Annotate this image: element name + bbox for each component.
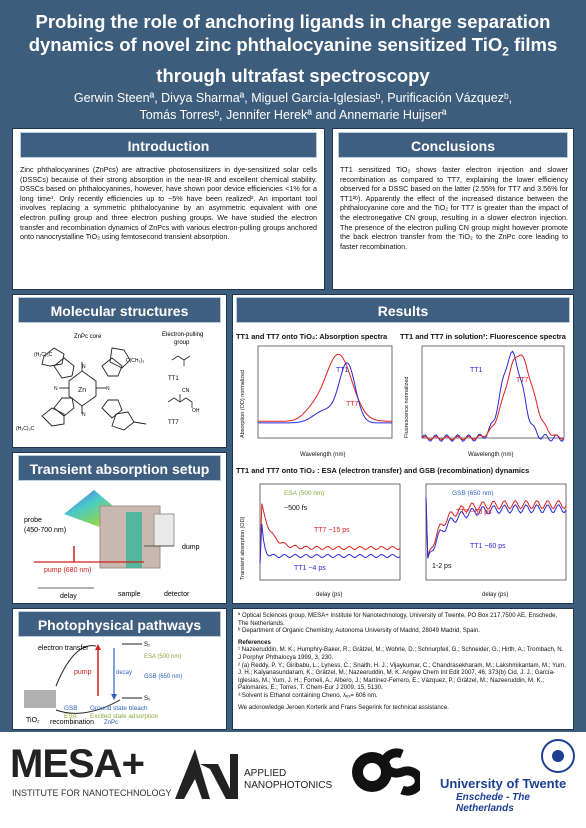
rec-label: recombination: [50, 719, 94, 726]
decay-label: decay: [116, 670, 133, 676]
molecular-figure: [14, 326, 225, 446]
ut-place: Enschede - The Netherlands: [456, 792, 530, 814]
gsb-level-label: GSB (650 nm): [144, 674, 183, 680]
esa-ylabel: Transient absorption (OD): [240, 516, 246, 580]
title-line-1: Probing the role of anchoring ligands in charge separation: [35, 11, 551, 32]
conclusions-text: TT1 sensitized TiO₂ shows faster electron injection and slower recombination as compared to TT7, explaining the lower efficiency observed for a DSSC based on the latter (2.55% for TT7 and 3.56% for TT1²ᵇ). Apparently the effect of the increased distance between the phthalocyanine core and the TiO₂ for TT7 is greater than the impact of the electronegative CN group, resulting in a slower electron injection. The presence of the electron pulling CN group might however promote the back electron transfer from the TiO₂ to the ZnPc core leading to faster recombination.: [340, 165, 568, 251]
svg-text:N: N: [82, 412, 86, 418]
detector-box: [154, 514, 174, 546]
results-header: Results: [236, 297, 570, 323]
absorption-chart: [236, 340, 398, 460]
zn-label: Zn: [78, 387, 87, 394]
ut-logo-icon: [540, 738, 576, 774]
abs-xlabel: Wavelength (nm): [300, 452, 346, 458]
fl-title: TT1 and TT7 in solution³: Fluorescence spectra: [400, 332, 566, 341]
molecular-header: Molecular structures: [18, 297, 221, 323]
ref-1: ¹ Nazeeruddin, M. K.; Humphry-Baker, R.; Grätzel, M.; Wohrle, D.; Schnurpfeil, G.; Schneider, G.; Hirth, A.; Trombach, N. J Porphyr Phthalocya 1999, 3, 230.: [238, 646, 564, 661]
sample-label: sample: [118, 591, 141, 598]
fluorescence-chart: [400, 340, 572, 460]
tbu-label-2: C(CH₃)₃: [126, 358, 145, 364]
ref-3: ³ Solvent is Ethanol containing Cheno, λₑₓ= 606 nm.: [238, 691, 378, 699]
svg-text:N: N: [82, 364, 86, 370]
abs-tt7-label: TT7: [346, 401, 359, 408]
photophysical-header: Photophysical pathways: [18, 611, 221, 637]
s0-label: S₀: [144, 696, 151, 702]
aff-a: ª Optical Sciences group, MESA+ Institute for Nanotechnology, University of Twente, PO Box 217,7500 AE, Enschede, The Netherlands.: [238, 612, 558, 627]
sample-film: [126, 512, 142, 568]
os-logo-icon: [350, 740, 420, 810]
introduction-text: Zinc phthalocyanines (ZnPcs) are attractive photosensitizers in dye-sensitized solar cells (DSSCs) because of their strong absorption in the near-IR and excellent chemical stability. DSSCs based on phthalocyanines, however, have shown poor device efficiencies <1% for a long time¹. Only recently efficiencies up to ~5% have been realized². An important tool involves replacing a symmetric phthalocyanine by an asymmetric equivalent with one electron pulling group and three electron pushing groups. We have studied the electron transfer and recombination dynamics of ZnPcs with various electron-pulling groups anchored onto nanocrystalline TiO₂ using femtosecond transient absorption.: [20, 165, 317, 242]
tt1-fl-line: [422, 351, 564, 441]
ut-name: University of Twente: [440, 776, 567, 791]
tt7-group: [168, 394, 192, 408]
gsb-chart: [406, 476, 572, 600]
s1-label: S₁: [144, 642, 151, 648]
transient-figure: [14, 484, 225, 602]
gsb-xlabel: delay (ps): [482, 592, 509, 598]
probe-label: probe: [24, 517, 42, 524]
pump-label: pump: [74, 669, 92, 676]
abs-title: TT1 and TT7 onto TiO₂: Absorption spectra: [236, 332, 388, 341]
pump-label: pump (680 nm): [44, 567, 92, 574]
mesa-sub: INSTITUTE FOR NANOTECHNOLOGY: [12, 788, 172, 798]
fl-ylabel: Fluorescence normalized: [404, 376, 410, 438]
poster-title: [10, 10, 576, 87]
ref-2: ² (a) Reddy, P. Y.; Giribabu, L.; Lyness, C.; Snaith, H. J.; Vijaykumar, C.; Chandrasekharam, M.; Lakshmikantam, M.; Yum, J. H.; Kalyanasundaram, K.; Grätzel, M.; Nazeeruddin, M. K. Angew Chem Int Edit 2007, 46, 373(b) Cid, J. J.; García-Iglesias, M.; Yum, J. H.; Forneli, A.; Albero, J.; Martínez-Ferrero, E.; Vázquez, P.; Grätzel, M.; Nazeeruddin, M. K.; Palomares, E.; Torres, T. Chem-Eur J 2009, 15, 5130.: [238, 661, 566, 692]
fl-tt7-label: TT7: [516, 377, 529, 384]
group-label-1: Electron-pulling: [162, 332, 204, 338]
authors: Gerwin Steenª, Divya Sharmaª, Miguel García-Iglesiasᵇ, Purificación Vázquezᵇ, Tomás Torresᵇ, Jennifer Herekª and Annemarie Huijserª: [73, 91, 513, 122]
dump-label: dump: [182, 544, 200, 551]
aff-b: ᵇ Department of Organic Chemistry, Autonoma University of Madrid, 28049 Madrid, Spain.: [238, 627, 480, 635]
mesa-logo: MESA+: [10, 742, 144, 786]
title-line-3: through ultrafast spectroscopy: [156, 64, 430, 86]
conclusions-header: Conclusions: [338, 132, 568, 158]
et-label: electron transfer: [38, 645, 89, 652]
detector-label: detector: [164, 591, 190, 598]
esa-label: ESA (500 nm): [284, 490, 325, 497]
group-label-2: group: [174, 340, 190, 346]
tt7-fl-line: [422, 355, 564, 440]
probe-range: (450-700 nm): [24, 527, 67, 534]
fl-xlabel: Wavelength (nm): [468, 452, 514, 458]
esa-level-label: ESA (500 nm): [144, 654, 182, 660]
fl-tt1-label: TT1: [470, 367, 483, 374]
gsb-label: GSB (650 nm): [452, 490, 494, 497]
acknowledgement: We acknowledge Jeroen Korterik and Frans Segerink for technical assistance.: [238, 703, 449, 711]
svg-text:N: N: [106, 386, 110, 392]
esa-xlabel: delay (ps): [316, 592, 343, 598]
transient-header: Transient absorption setup: [18, 455, 221, 481]
ann-tt1-4: TT1 ~4 ps: [294, 565, 326, 572]
svg-text:CN: CN: [182, 388, 190, 394]
tbu-label: (H₃C)₃C: [34, 352, 53, 358]
tbu-label-3: (H₃C)₃C: [16, 426, 35, 432]
znpc-structure: [14, 326, 225, 446]
delay-label: delay: [60, 593, 77, 600]
plot-frame: [422, 346, 564, 438]
abs-ylabel: Absorption (OD) normalized: [240, 369, 246, 438]
tt7-label: TT7: [168, 420, 179, 426]
logo-bar: [0, 732, 586, 828]
tt1-label: TT1: [168, 376, 179, 382]
ann-tt1-60: TT1 ~60 ps: [470, 543, 506, 550]
dyn-title: TT1 and TT7 onto TiO₂ : ESA (electron transfer) and GSB (recombination) dynamics: [236, 466, 530, 475]
title-line-2: dynamics of novel zinc phthalocyanine sensitized TiO$_2$ films: [28, 34, 558, 59]
applied-1: APPLIED: [244, 768, 287, 779]
anp-logo-icon: [170, 744, 240, 804]
svg-text:N: N: [54, 386, 58, 392]
photo-legend: GSB Ground state bleach ESA Excited state adsorption: [64, 705, 159, 721]
core-label: ZnPc core: [74, 334, 102, 340]
ann-tt7-50: TT7 ~50 ps: [456, 509, 492, 516]
plot-frame: [258, 346, 392, 438]
esa-chart: [236, 476, 406, 600]
ann-500fs: ~500 fs: [284, 505, 308, 512]
references-text: [238, 612, 568, 711]
abs-tt1-label: TT1: [336, 367, 349, 374]
ann-12ps: 1-2 ps: [432, 563, 452, 570]
ref-heading: References: [238, 638, 271, 646]
applied-2: NANOPHOTONICS: [244, 780, 333, 791]
ann-tt7-15: TT7 ~15 ps: [314, 527, 350, 534]
znpc-label: ZnPc: [104, 720, 119, 726]
setup-diagram: [14, 484, 225, 602]
tio2-band: [24, 690, 56, 708]
svg-text:OH: OH: [192, 408, 200, 414]
tt1-abs-line: [258, 363, 392, 423]
tio2-label: TiO₂: [26, 717, 40, 724]
introduction-header: Introduction: [20, 132, 317, 158]
tt1-group: [172, 356, 190, 366]
tt7-abs-line: [258, 354, 392, 421]
